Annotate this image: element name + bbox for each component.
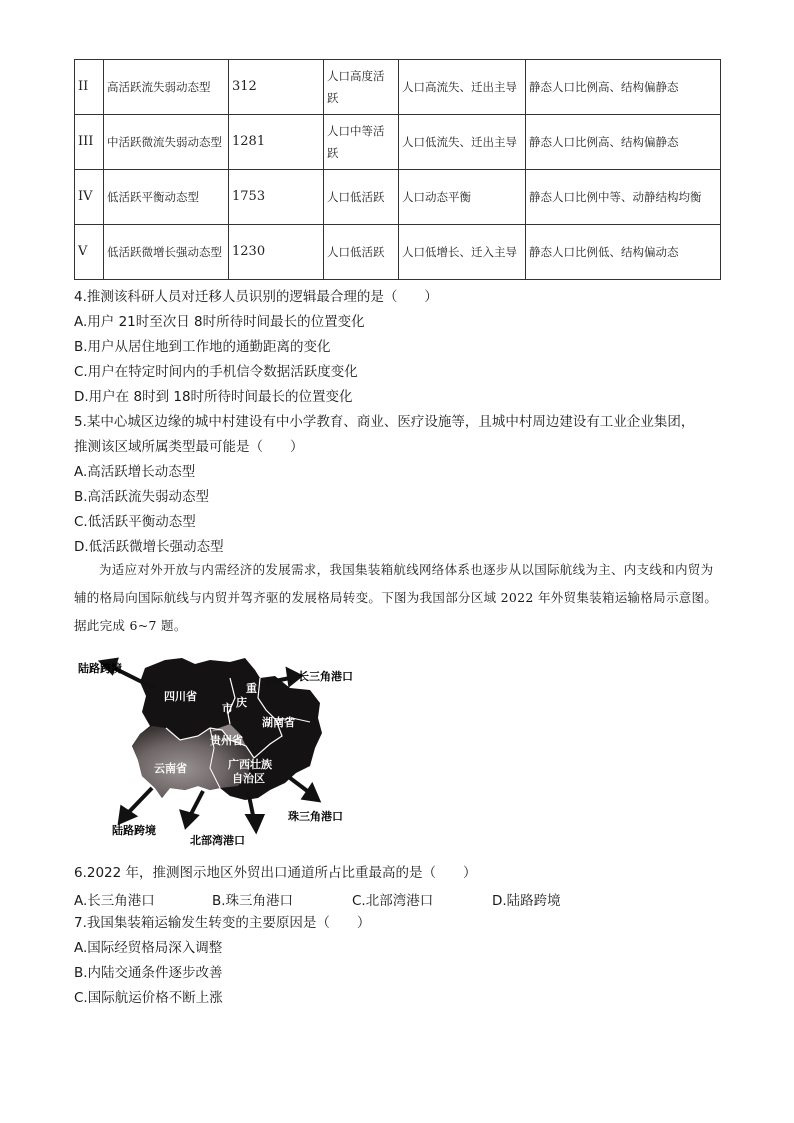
q7-option-c[interactable]: C.国际航运价格不断上涨: [74, 990, 223, 1006]
row-activity: 人口高度活跃: [324, 60, 399, 115]
row-type: 高活跃流失弱动态型: [104, 60, 229, 115]
q5-option-a[interactable]: A.高活跃增长动态型: [74, 464, 196, 480]
row-static: 静态人口比例高、结构偏静态: [526, 60, 721, 115]
q7-option-a[interactable]: A.国际经贸格局深入调整: [74, 940, 223, 956]
table-row: [75, 115, 721, 170]
row-flow: 人口高流失、迁出主导: [399, 60, 526, 115]
row-activity: 人口低活跃: [324, 170, 399, 225]
label-guangxi-2: 自治区: [232, 772, 265, 785]
table-row: [75, 225, 721, 280]
row-count: 312: [229, 60, 324, 115]
q6-option-a[interactable]: A.长三角港口: [74, 893, 155, 909]
region-type-table: [74, 59, 721, 280]
q6-option-c[interactable]: C.北部湾港口: [352, 893, 434, 909]
label-yunnan: 云南省: [154, 762, 187, 775]
row-static: 静态人口比例高、结构偏静态: [526, 115, 721, 170]
label-guangxi-1: 广西壮族: [228, 758, 272, 771]
table-row: [75, 60, 721, 115]
row-type: 低活跃平衡动态型: [104, 170, 229, 225]
label-yangtze: 长三角港口: [298, 670, 353, 683]
q5-stem-line2: 推测该区域所属类型最可能是（ ）: [74, 439, 304, 455]
row-count: 1281: [229, 115, 324, 170]
label-pearl: 珠三角港口: [288, 810, 343, 823]
q4-option-a[interactable]: A.用户 21时至次日 8时所待时间最长的位置变化: [74, 314, 365, 330]
row-activity: 人口低活跃: [324, 225, 399, 280]
q5-option-c[interactable]: C.低活跃平衡动态型: [74, 514, 196, 530]
row-count: 1230: [229, 225, 324, 280]
q7-stem: 7.我国集装箱运输发生转变的主要原因是（ ）: [74, 915, 371, 931]
passage: 为适应对外开放与内需经济的发展需求，我国集装箱航线网络体系也逐步从以国际航线为主、内支线和内贸为辅的格局向国际航线与内贸并驾齐驱的发展格局转变。下图为我国部分区域 2022 年外贸集装箱运输格局示意图。据此完成 6~7 题。: [74, 562, 718, 633]
row-count: 1753: [229, 170, 324, 225]
row-type: 中活跃微流失弱动态型: [104, 115, 229, 170]
q4-option-b[interactable]: B.用户从居住地到工作地的通勤距离的变化: [74, 339, 331, 355]
q5-stem-line1: 5.某中心城区边缘的城中村建设有中小学教育、商业、医疗设施等，且城中村周边建设有工业企业集团，: [74, 414, 695, 430]
table-row: [75, 170, 721, 225]
row-static: 静态人口比例中等、动静结构均衡: [526, 170, 721, 225]
label-land-top: 陆路跨境: [78, 662, 122, 675]
row-id: II: [75, 60, 104, 115]
label-beibu: 北部湾港口: [190, 834, 245, 847]
row-id: V: [75, 225, 104, 280]
row-activity: 人口中等活跃: [324, 115, 399, 170]
label-chongqing-3: 市: [222, 702, 233, 715]
q5-option-b[interactable]: B.高活跃流失弱动态型: [74, 489, 210, 505]
row-static: 静态人口比例低、结构偏动态: [526, 225, 721, 280]
row-id: III: [75, 115, 104, 170]
row-flow: 人口低流失、迁出主导: [399, 115, 526, 170]
label-hunan: 湖南省: [262, 716, 295, 729]
arrow-beibu: [190, 791, 203, 816]
label-land-bottom: 陆路跨境: [112, 824, 156, 837]
q7-option-b[interactable]: B.内陆交通条件逐步改善: [74, 965, 223, 981]
label-guizhou: 贵州省: [210, 734, 243, 747]
container-transport-map: [70, 648, 370, 848]
label-chongqing-1: 重: [246, 682, 257, 695]
q6-stem: 6.2022 年，推测图示地区外贸出口通道所占比重最高的是（ ）: [74, 865, 477, 881]
row-id: IV: [75, 170, 104, 225]
label-chongqing-2: 庆: [236, 696, 247, 709]
q4-stem: 4.推测该科研人员对迁移人员识别的逻辑最合理的是（ ）: [74, 289, 438, 305]
q4-option-c[interactable]: C.用户在特定时间内的手机信令数据活跃度变化: [74, 364, 358, 380]
q6-option-d[interactable]: D.陆路跨境: [492, 893, 561, 909]
q6-option-b[interactable]: B.珠三角港口: [212, 893, 294, 909]
row-type: 低活跃微增长强动态型: [104, 225, 229, 280]
arrow-land-bottom: [128, 788, 152, 813]
row-flow: 人口动态平衡: [399, 170, 526, 225]
row-flow: 人口低增长、迁入主导: [399, 225, 526, 280]
q4-option-d[interactable]: D.用户在 8时到 18时所待时间最长的位置变化: [74, 389, 353, 405]
q5-option-d[interactable]: D.低活跃微增长强动态型: [74, 539, 224, 555]
label-sichuan: 四川省: [164, 690, 197, 703]
